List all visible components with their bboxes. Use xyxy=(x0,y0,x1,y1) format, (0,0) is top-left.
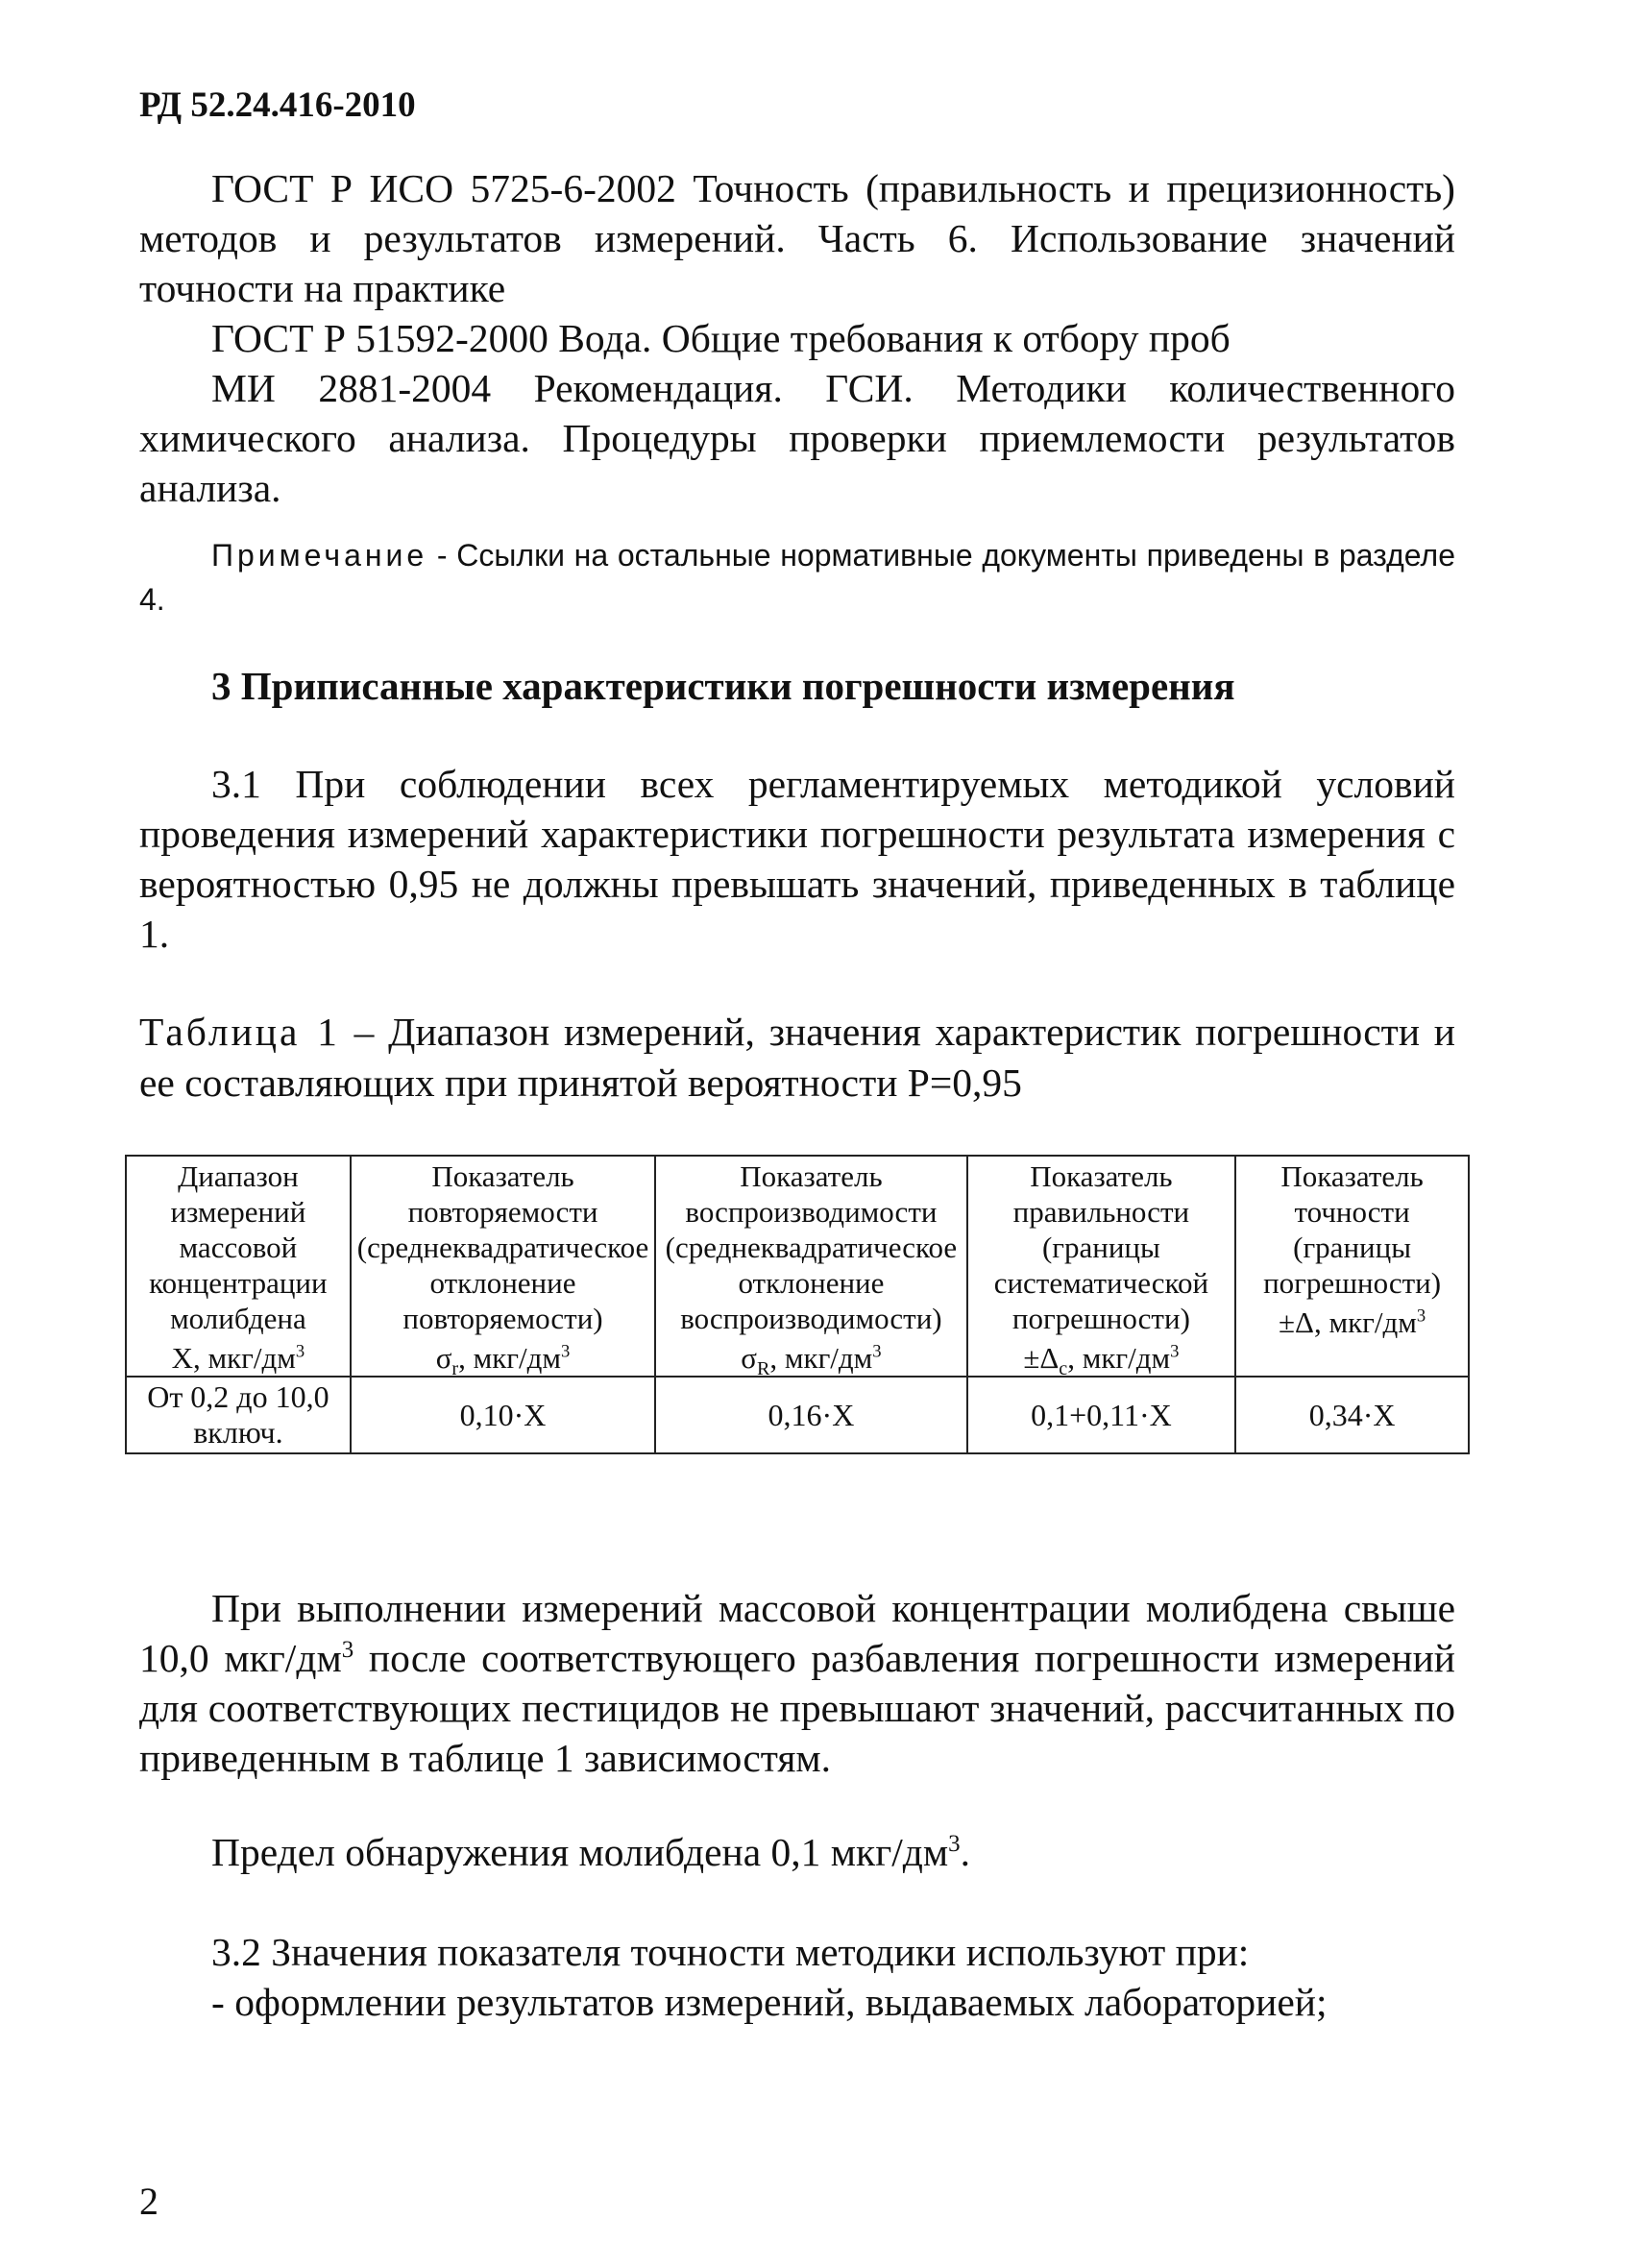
paragraph-dilution-before: При выполнении измерений массовой концентрации молибдена свыше 10,0 мкг/дм xyxy=(139,1586,1455,1680)
unit-power: 3 xyxy=(561,1341,571,1362)
unit-text: ±Δ, мкг/дм xyxy=(1279,1305,1417,1339)
header-reproducibility-unit xyxy=(662,1340,960,1380)
unit-text: , мкг/дм xyxy=(1067,1341,1171,1375)
cell-repeatability: 0,10·X xyxy=(351,1377,655,1453)
unit-symbol: σ xyxy=(435,1341,452,1375)
cell-trueness: 0,1+0,11·X xyxy=(967,1377,1236,1453)
paragraph-detection-power: 3 xyxy=(948,1831,961,1858)
header-trueness xyxy=(967,1156,1236,1380)
header-range-unit xyxy=(133,1340,344,1376)
table-caption-label: Таблица 1 xyxy=(139,1010,340,1054)
unit-subscript: c xyxy=(1059,1358,1068,1380)
cell-accuracy: 0,34·X xyxy=(1235,1377,1469,1453)
table-caption-text: – Диапазон измерений, значения характеристик погрешности и ее составляющих при принятой вероятности Р=0,95 xyxy=(139,1010,1455,1105)
unit-text: X, мкг/дм xyxy=(171,1341,296,1375)
unit-subscript: r xyxy=(451,1358,459,1380)
cell-reproducibility: 0,16·X xyxy=(655,1377,966,1453)
cell-range: От 0,2 до 10,0 включ. xyxy=(126,1377,351,1453)
paragraph-3-2: 3.2 Значения показателя точности методики используют при: xyxy=(211,1930,1250,1974)
unit-power: 3 xyxy=(872,1341,882,1362)
unit-symbol: ±Δ xyxy=(1023,1341,1060,1375)
paragraph-detection-before: Предел обнаружения молибдена 0,1 мкг/дм xyxy=(211,1830,949,1874)
header-repeatability-unit xyxy=(357,1340,648,1380)
header-reproducibility-text: Показатель воспроизводимости (среднеквадратическое отклонение воспроизводимости) xyxy=(665,1159,958,1335)
note-label: Примечание xyxy=(211,538,428,573)
paragraph-dilution-after: после соответствующего разбавления погрешности измерений для соответствующих пестицидов не превышают значений, рассчитанных по приведенным в таблице 1 зависимостям. xyxy=(139,1636,1456,1780)
header-accuracy-unit xyxy=(1242,1305,1462,1340)
table-header-row xyxy=(126,1156,1469,1377)
unit-subscript: R xyxy=(756,1358,770,1380)
paragraph-dilution xyxy=(139,1583,1455,1783)
unit-text: , мкг/дм xyxy=(769,1341,873,1375)
section-heading: 3 Приписанные характеристики погрешности измерения xyxy=(211,664,1235,708)
unit-power: 3 xyxy=(1170,1341,1180,1362)
header-range-text: Диапазон измерений массовой концентрации молибдена xyxy=(149,1159,328,1335)
note xyxy=(139,533,1455,622)
note-text: - Ссылки на остальные нормативные документы приведены в разделе 4. xyxy=(139,538,1455,617)
header-accuracy-text: Показатель точности (границы погрешности) xyxy=(1263,1159,1442,1300)
header-reproducibility xyxy=(655,1156,966,1380)
reference-gost-iso-5725: ГОСТ Р ИСО 5725-6-2002 Точность (правильность и прецизионность) методов и результатов измерений. Часть 6. Использование значений точности на практике xyxy=(139,166,1455,310)
header-accuracy xyxy=(1235,1156,1469,1377)
error-characteristics-table xyxy=(125,1155,1470,1454)
table-row xyxy=(126,1377,1469,1453)
unit-power: 3 xyxy=(295,1341,305,1362)
paragraph-detection-limit xyxy=(139,1827,1455,1877)
paragraph-detection-after: . xyxy=(960,1830,970,1874)
header-repeatability xyxy=(351,1156,655,1380)
table-caption xyxy=(139,1007,1455,1109)
header-range xyxy=(126,1156,351,1377)
header-trueness-text: Показатель правильности (границы систематической погрешности) xyxy=(993,1159,1209,1335)
reference-gost-51592: ГОСТ Р 51592-2000 Вода. Общие требования к отбору проб xyxy=(211,316,1231,360)
header-repeatability-text: Показатель повторяемости (среднеквадратическое отклонение повторяемости) xyxy=(356,1159,649,1335)
unit-power: 3 xyxy=(1416,1305,1426,1327)
document-code: РД 52.24.416-2010 xyxy=(139,85,416,125)
reference-mi-2881: МИ 2881-2004 Рекомендация. ГСИ. Методики количественного химического анализа. Процедуры проверки приемлемости результатов анализа. xyxy=(139,366,1455,510)
unit-symbol: σ xyxy=(741,1341,757,1375)
page-number: 2 xyxy=(139,2180,158,2223)
header-trueness-unit xyxy=(974,1340,1230,1380)
paragraph-dilution-power: 3 xyxy=(341,1637,354,1664)
list-item: - оформлении результатов измерений, выдаваемых лабораторией; xyxy=(211,1980,1328,2024)
unit-text: , мкг/дм xyxy=(458,1341,562,1375)
paragraph-3-1: 3.1 При соблюдении всех регламентируемых методикой условий проведения измерений характеристики погрешности результата измерения с вероятностью 0,95 не должны превышать значений, приведенных в таблице 1. xyxy=(139,762,1455,956)
